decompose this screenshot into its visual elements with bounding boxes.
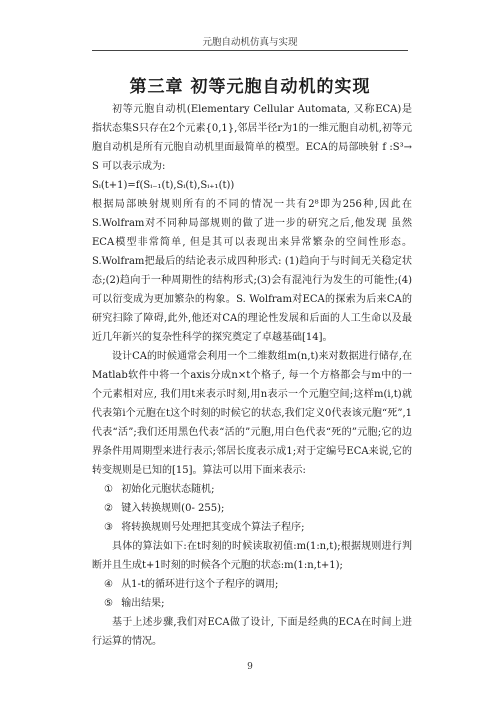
formula-local-map: Sᵢ(t+1)=f(Sᵢ₋₁(t),Sᵢ(t),Sᵢ₊₁(t)) [92,180,235,191]
body-text [92,100,412,651]
running-header: 元胞自动机仿真与实现 [202,37,298,48]
step-number: ⑤ [104,598,113,609]
chapter-title: 第三章 初等元胞自动机的实现 [129,77,371,97]
step-number: ① [104,484,113,495]
paragraph-design: 设计CA的时候通常会利用一个二维数组m(n,t)来对数据进行储存,在Matlab软件中将一个axis分成n×t个格子, 每一个方格都会与m中的一个元素相对应, 我们用t来表示时刻,用n表示一个元胞空间;这样m(i,t)就代表第i个元胞在t这个时刻的时候它的状态,我们定义0代表该元胞“死”,1代表“活”;我们还用黑色代表“活的”元胞,用白色代表“死的”元胞;它的边界条件用周期型来进行表示;邻居长度表示成1;对于定编号ECA来说,它的转变规则是已知的[15]。算法可以用下面来表示: [92,351,412,476]
list-item [92,480,412,499]
step-list-b [92,575,412,613]
list-item [92,499,412,518]
list-item [92,594,412,613]
list-item [92,575,412,594]
list-item [92,518,412,537]
paragraph-conclusion: 基于上述步骤,我们对ECA做了设计, 下面是经典的ECA在时间上进行运算的情况。 [92,617,412,647]
step-text: 输出结果; [121,598,165,609]
step-text: 将转换规则号处理把其变成个算法子程序; [121,522,305,533]
step-text: 从1-t的循环进行这个子程序的调用; [121,579,279,590]
step-number: ② [104,503,113,514]
header-rule [92,50,408,51]
step-number: ③ [104,522,113,533]
step-list-a [92,480,412,537]
paragraph-intro: 初等元胞自动机(Elementary Cellular Automata, 又称ECA)是指状态集S只存在2个元素{0,1},邻居半径r为1的一维元胞自动机,初等元胞自动机是所有元胞自动机里面最简单的模型。ECA的局部映射 f :S³→ S 可以表示成为: [92,104,412,172]
step-number: ④ [104,579,113,590]
paragraph-wolfram: 根据局部映射规则所有的不同的情况一共有2⁸即为256种,因此在S.Wolfram对不同种局部规则的做了进一步的研究之后,他发现 虽然ECA模型非常简单, 但是其可以表现出来异常繁杂的空间性形态。S.Wolfram把最后的结论表示成四种形式: (1)趋向于与时间无关稳定状态;(2)趋向于一种周期性的结构形式;(3)会有混沌行为发生的可能性;(4)可以衍变成为更加繁杂的构象。S. Wolfram对ECA的探索为后来CA的研究扫除了障碍,此外,他还对CA的理论性发展和后面的人工生命以及最近几年新兴的复杂性科学的探究奠定了卓越基础[14]。 [92,199,412,343]
paragraph-algorithm: 具体的算法如下:在t时刻的时候读取初值:m(1:n,t);根据规则进行判断并且生成t+1时刻的时候各个元胞的状态:m(1:n,t+1); [92,541,412,571]
page-number: 9 [247,662,253,672]
step-text: 键入转换规则(0- 255); [121,503,225,514]
step-text: 初始化元胞状态随机; [121,484,215,495]
